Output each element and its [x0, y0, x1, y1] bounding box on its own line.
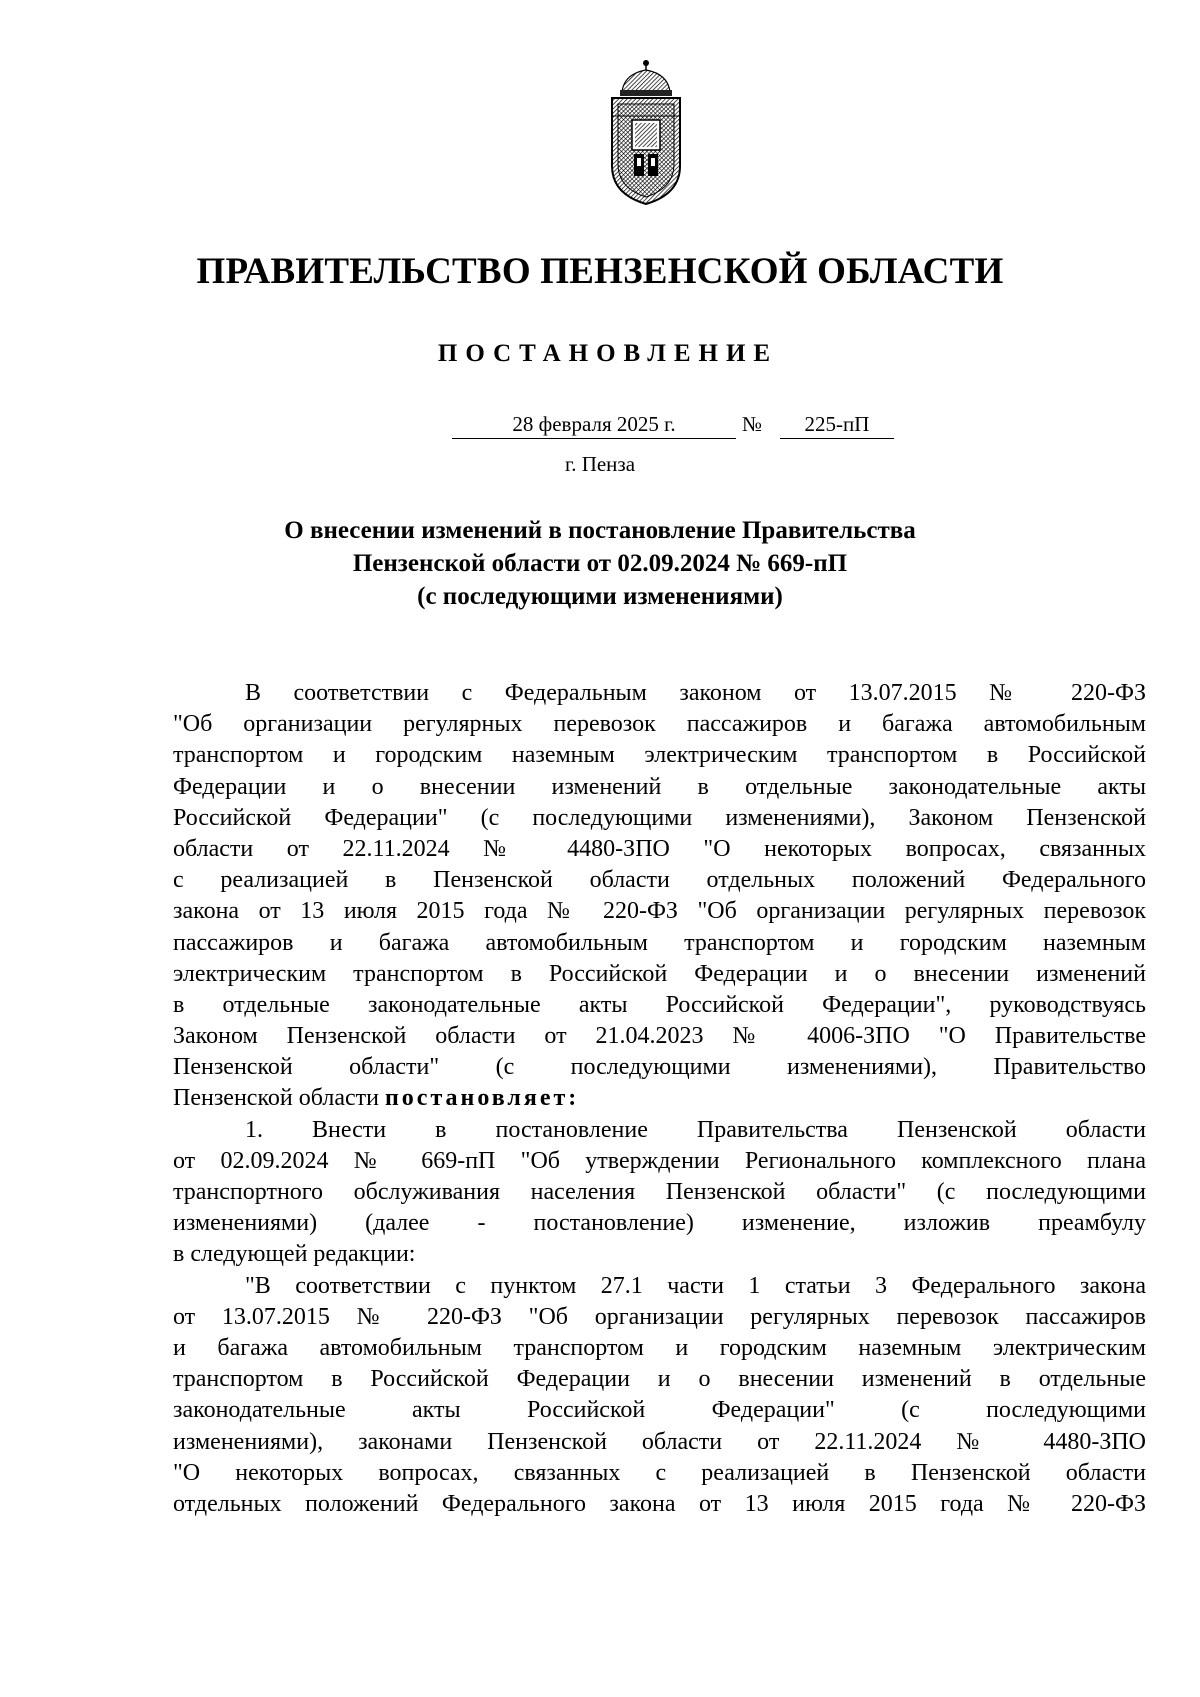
body-line: закона от 13 июля 2015 года № 220-ФЗ "Об организации регулярных перевозок	[173, 898, 1146, 925]
subject-line: Пензенской области от 02.09.2024 № 669-пП	[352, 550, 848, 577]
coat-of-arms-emblem	[604, 58, 688, 208]
quote-line: от 13.07.2015 № 220-ФЗ "Об организации регулярных перевозок пассажиров	[173, 1303, 1146, 1330]
point-line: изменениями) (далее - постановление) изменение, изложив преамбулу	[173, 1210, 1146, 1237]
document-body	[173, 678, 1146, 1520]
point-line: транспортного обслуживания населения Пензенской области" (с последующими	[173, 1179, 1146, 1205]
body-line: В соответствии с Федеральным законом от 13.07.2015 № 220-ФЗ	[245, 680, 1146, 706]
body-line: электрическим транспортом в Российской Федерации и о внесении изменений	[173, 960, 1146, 987]
document-type: ПОСТАНОВЛЕНИЕ	[437, 340, 779, 367]
body-line: Российской Федерации" (с последующими изменениями), Законом Пензенской	[173, 804, 1146, 831]
body-line: транспортом и городским наземным электрическим транспортом в Российской	[173, 742, 1146, 769]
date-number-line	[0, 410, 1200, 444]
quote-line: изменениями), законами Пензенской области от 22.11.2024 № 4480-ЗПО	[173, 1428, 1146, 1455]
body-line: Пензенской области" (с последующими изменениями), Правительство	[173, 1054, 1146, 1081]
resolve-word: постановляет:	[384, 1085, 580, 1112]
subject-line: О внесении изменений в постановление Правительства	[284, 517, 916, 544]
subject-line: (с последующими изменениями)	[417, 583, 783, 610]
body-line: Законом Пензенской области от 21.04.2023 № 4006-ЗПО "О Правительстве	[173, 1023, 1146, 1050]
quote-line: транспортом в Российской Федерации и о внесении изменений в отдельные	[173, 1366, 1146, 1393]
quote-line: законодательные акты Российской Федерации" (с последующими	[173, 1397, 1146, 1424]
body-line: пассажиров и багажа автомобильным транспортом и городским наземным	[173, 929, 1146, 956]
quote-line: отдельных положений Федерального закона от 13 июля 2015 года № 220-ФЗ	[173, 1490, 1146, 1517]
document-date: 28 февраля 2025 г.	[452, 410, 736, 439]
resolve-line	[173, 1083, 1146, 1114]
quote-line: "В соответствии с пунктом 27.1 части 1 статьи 3 Федерального закона	[245, 1272, 1146, 1299]
point-line: 1. Внести в постановление Правительства Пензенской области	[245, 1116, 1146, 1143]
city: г. Пенза	[564, 452, 636, 476]
body-line: с реализацией в Пензенской области отдельных положений Федерального	[173, 867, 1146, 894]
point-line: от 02.09.2024 № 669-пП "Об утверждении Регионального комплексного плана	[173, 1147, 1146, 1174]
body-line: области от 22.11.2024 № 4480-ЗПО "О некоторых вопросах, связанных	[173, 835, 1146, 862]
document-subject	[0, 514, 1200, 613]
organization-title: ПРАВИТЕЛЬСТВО ПЕНЗЕНСКОЙ ОБЛАСТИ	[196, 251, 1004, 292]
quote-line: "О некоторых вопросах, связанных с реализацией в Пензенской области	[173, 1459, 1146, 1486]
quote-line: и багажа автомобильным транспортом и городским наземным электрическим	[173, 1334, 1146, 1361]
point-line: в следующей редакции:	[173, 1241, 416, 1268]
body-line: Федерации и о внесении изменений в отдельные законодательные акты	[173, 773, 1146, 800]
number-sign: №	[742, 412, 763, 436]
body-line: в отдельные законодательные акты Российской Федерации", руководствуясь	[173, 991, 1146, 1018]
resolve-prefix: Пензенской области	[173, 1085, 385, 1112]
document-number: 225-пП	[780, 410, 894, 439]
body-line: "Об организации регулярных перевозок пассажиров и багажа автомобильным	[173, 711, 1146, 738]
